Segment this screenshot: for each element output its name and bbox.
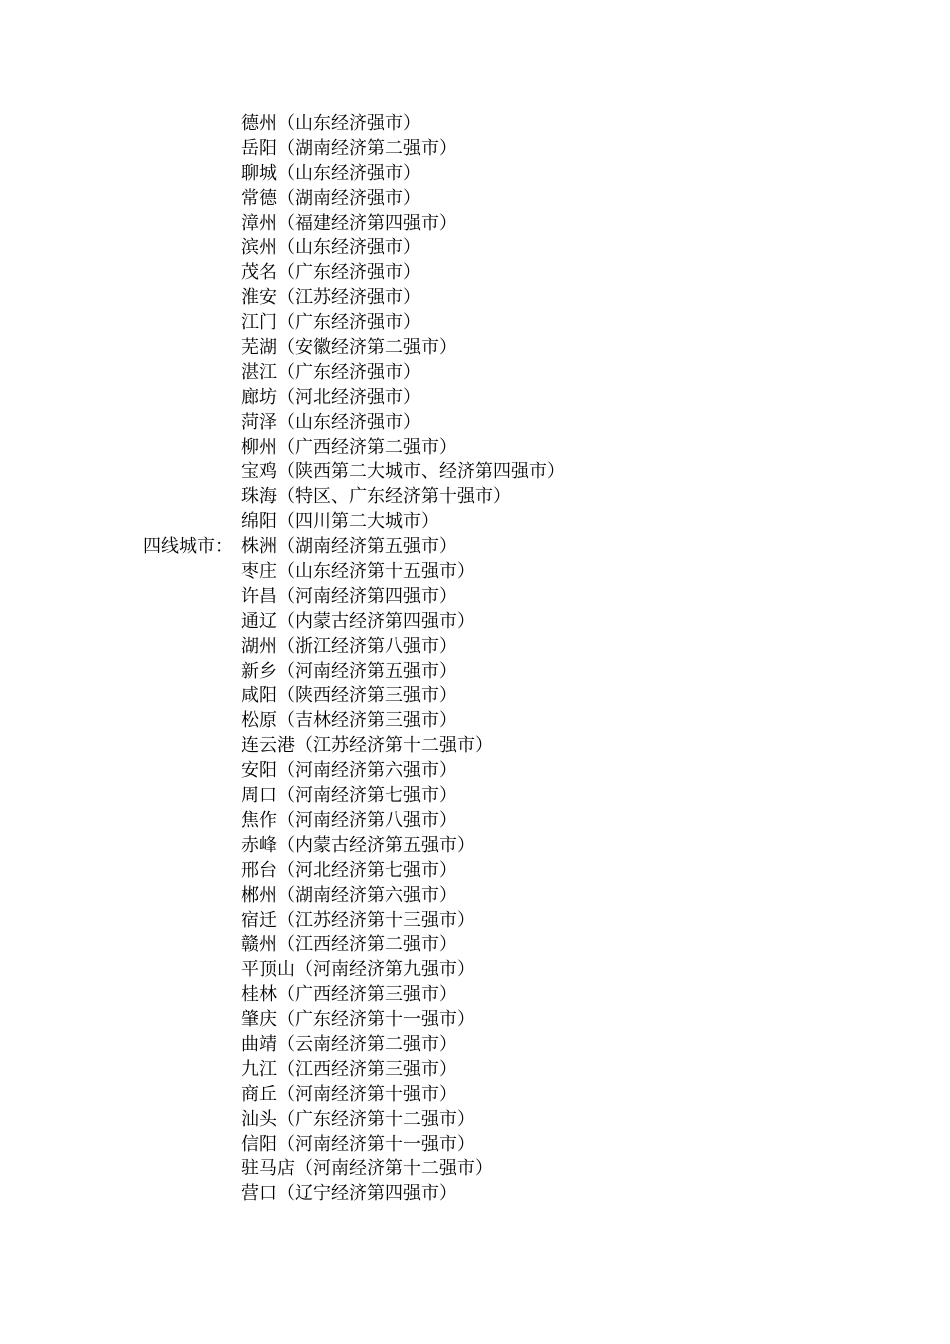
list-item — [0, 635, 950, 660]
list-item — [0, 212, 950, 237]
list-item — [0, 112, 950, 137]
city-entry: 绵阳（四川第二大城市） — [241, 511, 439, 533]
list-item — [0, 585, 950, 610]
city-entry: 安阳（河南经济第六强市） — [241, 760, 457, 782]
list-item — [0, 734, 950, 759]
list-item — [0, 784, 950, 809]
city-entry: 湛江（广东经济强市） — [241, 361, 421, 383]
list-item — [0, 1008, 950, 1033]
list-item — [0, 510, 950, 535]
city-entry: 滨州（山东经济强市） — [241, 237, 421, 259]
list-item — [0, 610, 950, 635]
tier-label: 四线城市： — [143, 536, 233, 558]
city-entry: 郴州（湖南经济第六强市） — [241, 884, 457, 906]
city-entry: 九江（江西经济第三强市） — [241, 1058, 457, 1080]
list-item — [0, 933, 950, 958]
list-item — [0, 460, 950, 485]
list-item — [0, 709, 950, 734]
city-entry: 株洲（湖南经济第五强市） — [241, 536, 457, 558]
city-entry: 桂林（广西经济第三强市） — [241, 984, 457, 1006]
list-item — [0, 336, 950, 361]
city-entry: 商丘（河南经济第十强市） — [241, 1083, 457, 1105]
city-entry: 驻马店（河南经济第十二强市） — [241, 1158, 493, 1180]
city-entry: 平顶山（河南经济第九强市） — [241, 959, 475, 981]
list-item — [0, 436, 950, 461]
city-entry: 汕头（广东经济第十二强市） — [241, 1108, 475, 1130]
list-item — [0, 1083, 950, 1108]
list-item — [0, 909, 950, 934]
city-entry: 肇庆（广东经济第十一强市） — [241, 1009, 475, 1031]
list-item — [0, 983, 950, 1008]
list-item — [0, 1108, 950, 1133]
city-entry: 宝鸡（陕西第二大城市、经济第四强市） — [241, 461, 565, 483]
list-item — [0, 411, 950, 436]
list-item — [0, 684, 950, 709]
list-item — [0, 834, 950, 859]
city-entry: 菏泽（山东经济强市） — [241, 411, 421, 433]
city-entry: 邢台（河北经济第七强市） — [241, 859, 457, 881]
city-entry: 常德（湖南经济强市） — [241, 187, 421, 209]
list-item — [0, 137, 950, 162]
city-entry: 许昌（河南经济第四强市） — [241, 585, 457, 607]
list-item — [0, 759, 950, 784]
city-entry: 柳州（广西经济第二强市） — [241, 436, 457, 458]
city-list — [0, 112, 950, 1207]
city-entry: 赤峰（内蒙古经济第五强市） — [241, 834, 475, 856]
city-entry: 周口（河南经济第七强市） — [241, 785, 457, 807]
city-entry: 松原（吉林经济第三强市） — [241, 710, 457, 732]
list-item — [0, 261, 950, 286]
city-entry: 湖州（浙江经济第八强市） — [241, 635, 457, 657]
list-item — [0, 311, 950, 336]
city-entry: 宿迁（江苏经济第十三强市） — [241, 909, 475, 931]
city-entry: 江门（广东经济强市） — [241, 312, 421, 334]
city-entry: 信阳（河南经济第十一强市） — [241, 1133, 475, 1155]
list-item — [0, 884, 950, 909]
city-entry: 淮安（江苏经济强市） — [241, 287, 421, 309]
list-item — [0, 236, 950, 261]
list-item — [0, 485, 950, 510]
city-entry: 岳阳（湖南经济第二强市） — [241, 137, 457, 159]
list-item — [0, 859, 950, 884]
city-entry: 咸阳（陕西经济第三强市） — [241, 685, 457, 707]
list-item — [0, 809, 950, 834]
list-item — [0, 187, 950, 212]
list-item — [0, 958, 950, 983]
city-entry: 茂名（广东经济强市） — [241, 262, 421, 284]
list-item — [0, 1157, 950, 1182]
list-item — [0, 1033, 950, 1058]
city-entry: 连云港（江苏经济第十二强市） — [241, 735, 493, 757]
list-item — [0, 660, 950, 685]
city-entry: 芜湖（安徽经济第二强市） — [241, 337, 457, 359]
list-item — [0, 560, 950, 585]
list-item — [0, 286, 950, 311]
city-entry: 赣州（江西经济第二强市） — [241, 934, 457, 956]
city-entry: 新乡（河南经济第五强市） — [241, 660, 457, 682]
list-item — [0, 535, 950, 560]
city-entry: 漳州（福建经济第四强市） — [241, 212, 457, 234]
city-entry: 珠海（特区、广东经济第十强市） — [241, 486, 511, 508]
city-entry: 廊坊（河北经济强市） — [241, 386, 421, 408]
list-item — [0, 1058, 950, 1083]
list-item — [0, 386, 950, 411]
list-item — [0, 162, 950, 187]
city-entry: 聊城（山东经济强市） — [241, 162, 421, 184]
list-item — [0, 1133, 950, 1158]
city-entry: 德州（山东经济强市） — [241, 113, 421, 134]
city-entry: 焦作（河南经济第八强市） — [241, 809, 457, 831]
city-entry: 枣庄（山东经济第十五强市） — [241, 561, 475, 583]
list-item — [0, 361, 950, 386]
city-entry: 曲靖（云南经济第二强市） — [241, 1033, 457, 1055]
city-entry: 通辽（内蒙古经济第四强市） — [241, 610, 475, 632]
list-item — [0, 1182, 950, 1207]
city-entry: 营口（辽宁经济第四强市） — [241, 1183, 457, 1205]
